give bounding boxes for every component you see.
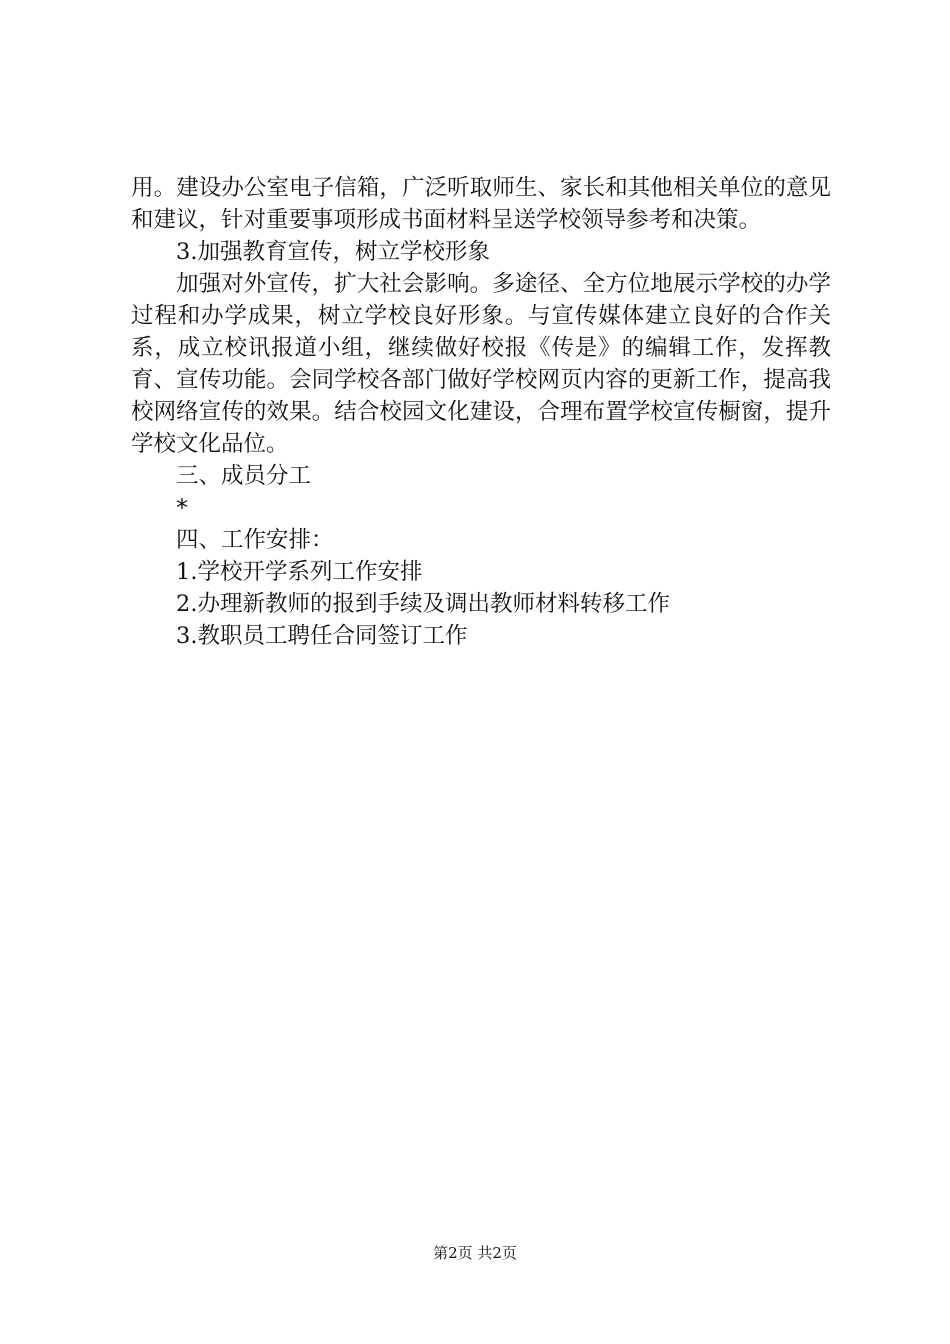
document-body	[131, 172, 831, 652]
section-heading-work-plan: 四、工作安排：	[176, 527, 334, 553]
page-footer: 第2页 共2页	[433, 1244, 517, 1262]
list-item-3: 3.教职员工聘任合同签订工作	[176, 623, 468, 649]
section-heading-member-roles: 三、成员分工	[176, 463, 312, 489]
paragraph-publicity: 加强对外宣传，扩大社会影响。多途径、全方位地展示学校的办学过程和办学成果，树立学校良好形象。与宣传媒体建立良好的合作关系，成立校讯报道小组，继续做好校报《传是》的编辑工作，发挥教育、宣传功能。会同学校各部门做好学校网页内容的更新工作，提高我校网络宣传的效果。结合校园文化建设，合理布置学校宣传橱窗，提升学校文化品位。	[131, 271, 831, 457]
asterisk-placeholder: *	[176, 494, 188, 522]
section-heading-publicity: 3.加强教育宣传，树立学校形象	[176, 239, 490, 265]
list-item-1: 1.学校开学系列工作安排	[176, 559, 423, 585]
list-item-2: 2.办理新教师的报到手续及调出教师材料转移工作	[176, 591, 670, 617]
paragraph-continuation: 用。建设办公室电子信箱，广泛听取师生、家长和其他相关单位的意见和建议，针对重要事项形成书面材料呈送学校领导参考和决策。	[131, 175, 831, 233]
